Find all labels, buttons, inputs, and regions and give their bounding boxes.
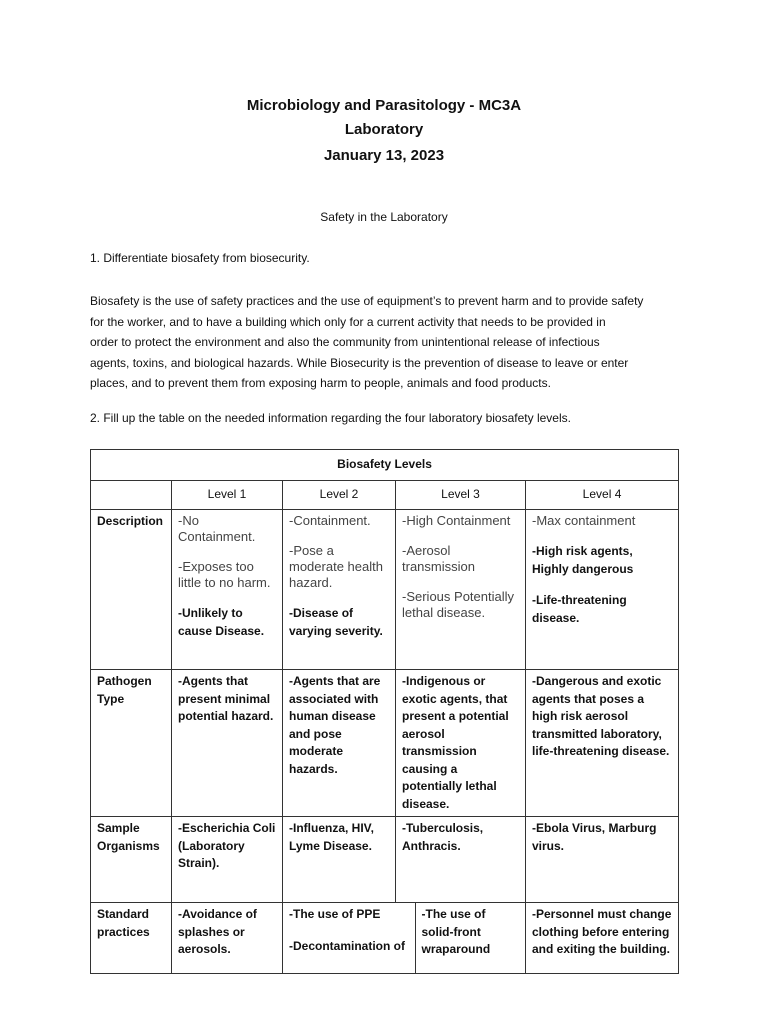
- section-subtitle: Safety in the Laboratory: [320, 210, 448, 224]
- desc-text: -High risk agents, Highly dangerous: [532, 544, 634, 576]
- desc-text: -High Containment: [402, 513, 511, 528]
- level-4-header: Level 4: [526, 481, 679, 510]
- desc-text: -Pose a moderate health hazard.: [289, 543, 383, 590]
- row-label-pathogen: Pathogen Type: [91, 670, 172, 817]
- row-label-description: Description: [91, 510, 172, 670]
- organisms-level-4: -Ebola Virus, Marburg virus.: [526, 817, 679, 903]
- organisms-level-1: -Escherichia Coli (Laboratory Strain).: [172, 817, 283, 903]
- practices-level-2: [283, 903, 415, 973]
- doc-date: January 13, 2023: [323, 147, 445, 164]
- pathogen-level-2: -Agents that are associated with human disease and pose moderate hazards.: [283, 670, 396, 817]
- pathogen-level-4: -Dangerous and exotic agents that poses a high risk aerosol transmitted laboratory, life-threatening disease.: [526, 670, 679, 817]
- desc-text: -Containment.: [289, 513, 371, 528]
- practice-text: -The use of PPE: [289, 907, 381, 921]
- desc-text: -Max containment: [532, 513, 636, 528]
- answer-line: Biosafety is the use of safety practices and the use of equipment’s to prevent harm and to provide safety: [90, 294, 644, 308]
- pathogen-level-1: -Agents that present minimal potential hazard.: [172, 670, 283, 817]
- biosafety-table: [90, 449, 679, 974]
- desc-level-1: [172, 510, 283, 670]
- practices-level-3: -The use of solid-front wraparound: [421, 907, 491, 956]
- answer-line: for the worker, and to have a building which only for a current activity that needs to be provided in: [90, 314, 606, 329]
- row-label-organisms: Sample Organisms: [91, 817, 172, 903]
- corner-cell: [91, 481, 172, 510]
- desc-level-3: [396, 510, 526, 670]
- answer-line: agents, toxins, and biological hazards. While Biosecurity is the prevention of disease to leave or enter: [90, 355, 629, 370]
- desc-level-4: [526, 510, 679, 670]
- practices-level-1: -Avoidance of splashes or aerosols.: [172, 903, 283, 974]
- organisms-level-3: -Tuberculosis, Anthracis.: [396, 817, 526, 903]
- desc-text: -Aerosol transmission: [402, 543, 475, 574]
- table-title: Biosafety Levels: [91, 450, 679, 481]
- answer-line: places, and to prevent them from exposing harm to people, animals and food products.: [90, 376, 551, 390]
- question-2: 2. Fill up the table on the needed information regarding the four laboratory biosafety levels.: [90, 411, 571, 425]
- level-2-header: Level 2: [283, 481, 396, 510]
- row-label-practices: Standard practices: [91, 903, 172, 974]
- answer-paragraph: [90, 291, 690, 394]
- course-title: Microbiology and Parasitology - MC3A: [246, 97, 522, 114]
- desc-text: -No Containment.: [178, 513, 256, 544]
- answer-line: order to protect the environment and also the community from unintentional release of infectious: [90, 335, 600, 349]
- desc-text: -Unlikely to cause Disease.: [178, 606, 265, 638]
- desc-text: -Serious Potentially lethal disease.: [402, 589, 514, 620]
- practice-text: -Decontamination of: [289, 938, 405, 953]
- organisms-level-2: -Influenza, HIV, Lyme Disease.: [283, 817, 396, 903]
- desc-level-2: [283, 510, 396, 670]
- level-3-header: Level 3: [396, 481, 526, 510]
- practices-level-2-3: [283, 903, 526, 974]
- practices-level-4: -Personnel must change clothing before entering and exiting the building.: [526, 903, 679, 974]
- desc-text: -Life-threatening disease.: [532, 593, 627, 625]
- doc-type: Laboratory: [344, 121, 424, 138]
- pathogen-level-3: -Indigenous or exotic agents, that present a potential aerosol transmission causing a potentially lethal disease.: [396, 670, 526, 817]
- level-1-header: Level 1: [172, 481, 283, 510]
- desc-text: -Exposes too little to no harm.: [178, 559, 271, 590]
- question-1: 1. Differentiate biosafety from biosecurity.: [90, 251, 310, 265]
- practices-split: [283, 903, 525, 973]
- desc-text: -Disease of varying severity.: [289, 606, 383, 638]
